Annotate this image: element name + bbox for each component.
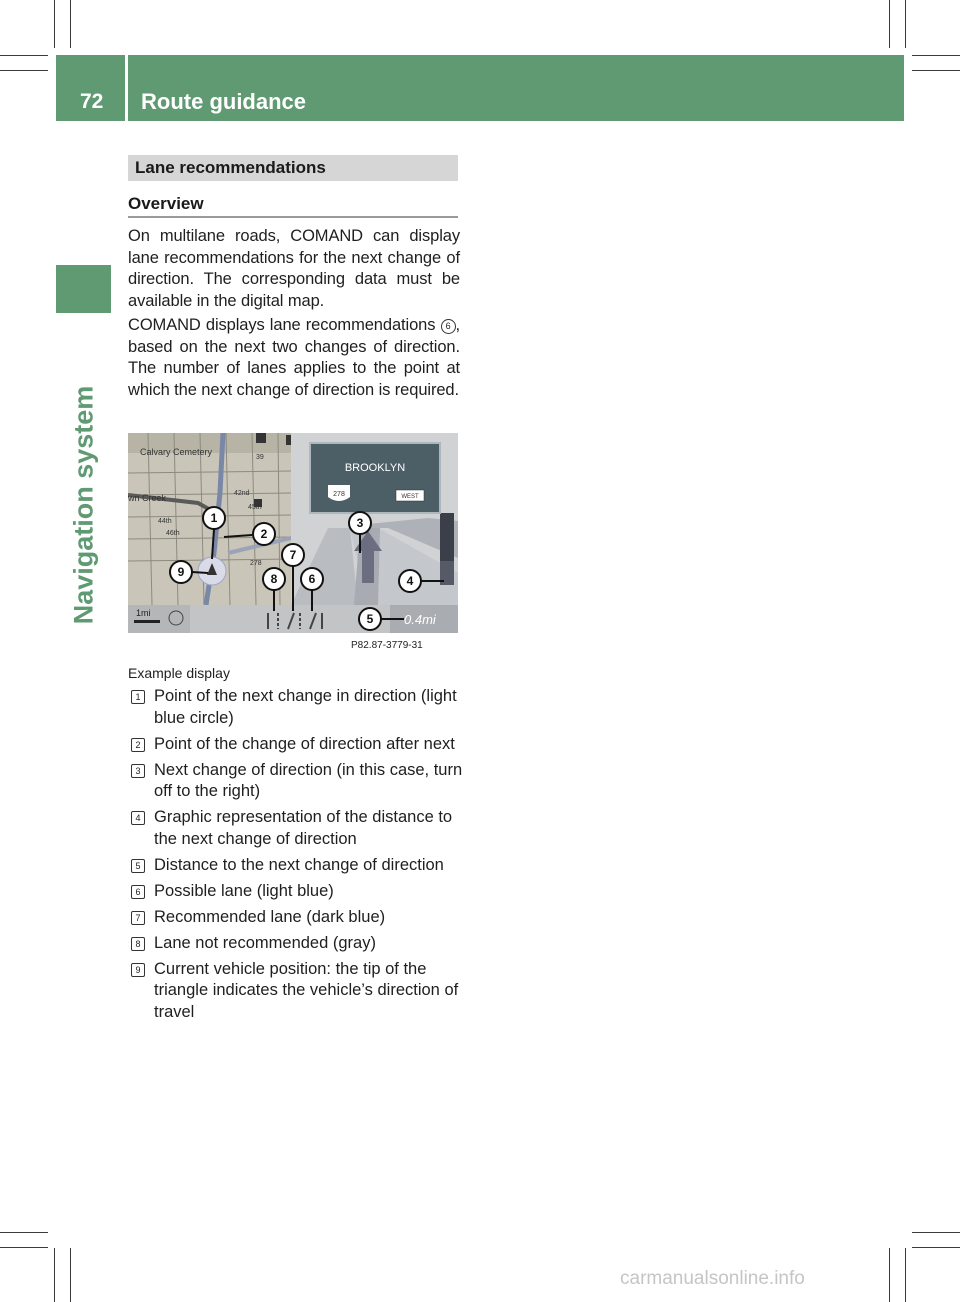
legend-text: Recommended lane (dark blue) xyxy=(154,907,386,926)
svg-text:7: 7 xyxy=(289,548,297,562)
legend-text: Current vehicle position: the tip of the triangle indicates the vehicle’s direction of travel xyxy=(154,959,459,1021)
paragraph-text: COMAND displays lane recommendations xyxy=(128,316,436,334)
legend-text: Point of the change of direction after next xyxy=(154,734,455,753)
legend-item xyxy=(128,760,463,803)
legend-number: 8 xyxy=(131,937,145,951)
paragraph-intro: On multilane roads, COMAND can display lane recommendations for the next change of direction. The corresponding data must be available in the digital map. xyxy=(128,227,460,310)
map-label: Calvary Cemetery xyxy=(140,447,213,457)
header-divider xyxy=(125,55,128,121)
legend-number: 7 xyxy=(131,911,145,925)
section-title: Lane recommendations xyxy=(135,158,326,177)
scale-bar xyxy=(134,620,160,623)
navigation-display-figure xyxy=(128,433,458,633)
legend-text: Graphic representation of the distance to the next change of direction xyxy=(154,808,453,848)
legend-item xyxy=(128,933,463,955)
legend-item xyxy=(128,686,463,729)
svg-text:2: 2 xyxy=(260,527,268,541)
crop-mark xyxy=(0,55,48,56)
figure-caption: Example display xyxy=(128,665,230,681)
legend-number: 3 xyxy=(131,764,145,778)
legend-text: Possible lane (light blue) xyxy=(154,881,334,900)
legend-text: Point of the next change in direction (light blue circle) xyxy=(154,687,457,727)
sign-direction: WEST xyxy=(401,494,419,500)
legend-text: Distance to the next change of direction xyxy=(154,855,444,874)
svg-text:1: 1 xyxy=(210,511,218,525)
crop-mark xyxy=(912,1232,960,1233)
legend-number: 2 xyxy=(131,738,145,752)
map-label: 278 xyxy=(250,560,262,567)
legend-item xyxy=(128,959,463,1024)
subheading: Overview xyxy=(128,194,204,213)
crop-mark xyxy=(54,1248,55,1302)
crop-mark xyxy=(912,1247,960,1248)
crop-mark xyxy=(889,0,890,48)
crop-mark xyxy=(912,55,960,56)
legend-item xyxy=(128,907,463,929)
svg-text:8: 8 xyxy=(270,572,278,586)
watermark: carmanualsonline.info xyxy=(620,1268,805,1289)
svg-text:6: 6 xyxy=(308,572,316,586)
crop-mark xyxy=(0,1232,48,1233)
paragraph-lane-display xyxy=(128,315,460,401)
map-label: 44th xyxy=(158,518,172,525)
legend-number: 5 xyxy=(131,859,145,873)
chapter-tab xyxy=(56,265,111,313)
callout-legend xyxy=(128,686,463,1028)
svg-text:5: 5 xyxy=(366,612,374,626)
crop-mark xyxy=(0,70,48,71)
crop-mark xyxy=(70,0,71,48)
legend-text: Lane not recommended (gray) xyxy=(154,933,376,952)
distance-readout: 0.4mi xyxy=(404,612,436,627)
svg-text:3: 3 xyxy=(356,516,364,530)
map-label: 42nd xyxy=(234,490,250,497)
svg-text:4: 4 xyxy=(406,574,414,588)
legend-item xyxy=(128,855,463,877)
sign-city: BROOKLYN xyxy=(344,462,406,474)
scale-label: 1mi xyxy=(136,608,151,618)
sign-route: 278 xyxy=(333,491,345,498)
crop-mark xyxy=(905,1248,906,1302)
callout-badge: 6 xyxy=(441,319,456,334)
legend-number: 6 xyxy=(131,885,145,899)
legend-number: 1 xyxy=(131,690,145,704)
crop-mark xyxy=(905,0,906,48)
legend-item xyxy=(128,734,463,756)
legend-item xyxy=(128,881,463,903)
legend-text: Next change of direction (in this case, turn off to the right) xyxy=(154,760,463,800)
figure-reference: P82.87-3779-31 xyxy=(351,640,423,651)
map-label: 39 xyxy=(256,454,264,461)
legend-number: 4 xyxy=(131,811,145,825)
page-number: 72 xyxy=(80,90,104,113)
highway-sign xyxy=(310,443,440,513)
map-label: 45th xyxy=(248,504,262,511)
crop-mark xyxy=(912,70,960,71)
crop-mark xyxy=(54,0,55,48)
legend-item xyxy=(128,807,463,850)
chapter-label: Navigation system xyxy=(68,385,99,625)
subheading-rule xyxy=(128,216,458,218)
crop-mark xyxy=(0,1247,48,1248)
header-title: Route guidance xyxy=(141,89,307,114)
paragraph-text: , based on the next two changes of direction. The number of lanes applies to the point at which the next change of direction is required. xyxy=(128,316,461,399)
legend-number: 9 xyxy=(131,963,145,977)
svg-text:9: 9 xyxy=(177,565,185,579)
map-label: wn Creek xyxy=(128,493,167,503)
crop-mark xyxy=(70,1248,71,1302)
crop-mark xyxy=(889,1248,890,1302)
map-label: 46th xyxy=(166,530,180,537)
